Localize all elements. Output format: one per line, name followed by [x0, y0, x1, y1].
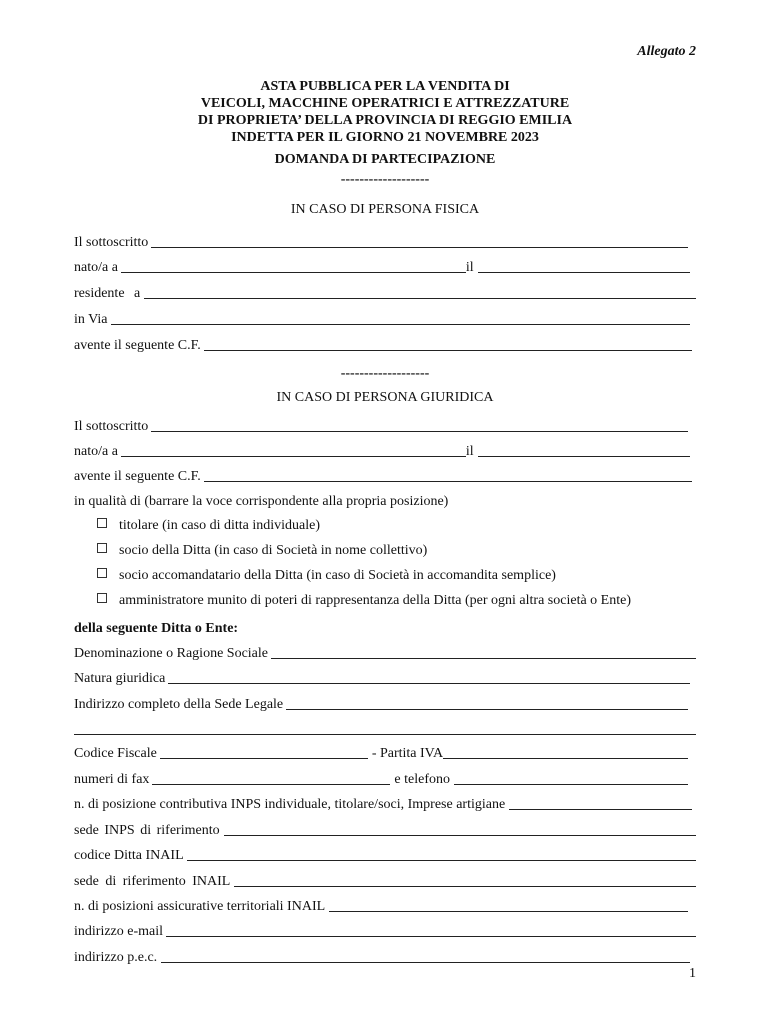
- qualita-instruction: in qualità di (barrare la voce corrispondente alla propria posizione): [74, 494, 449, 509]
- pf-cf-row: [74, 335, 692, 355]
- pf-cf-field[interactable]: [204, 336, 692, 351]
- field-label: in Via: [74, 312, 108, 327]
- pf-luogo-nascita-field[interactable]: [121, 258, 466, 273]
- field-label: Il sottoscritto: [74, 419, 149, 434]
- field-label: avente il seguente C.F.: [74, 338, 201, 353]
- inps-sede-field[interactable]: [224, 821, 696, 836]
- partita-iva-field[interactable]: [443, 744, 688, 759]
- field-label: e telefono: [394, 772, 451, 787]
- field-label: Il sottoscritto: [74, 235, 149, 250]
- pg-cf-row: [74, 466, 692, 486]
- pg-sottoscritto-row: [74, 416, 688, 436]
- inail-sede-row: [74, 871, 696, 891]
- field-label: codice Ditta INAIL: [74, 848, 184, 863]
- pf-nascita-row: [74, 257, 690, 277]
- ditta-heading: della seguente Ditta o Ente:: [74, 621, 239, 636]
- option-label: titolare (in caso di ditta individuale): [119, 518, 320, 533]
- field-label: Indirizzo completo della Sede Legale: [74, 697, 284, 712]
- field-label: sede di riferimento INAIL: [74, 874, 231, 889]
- telefono-field[interactable]: [454, 770, 688, 785]
- title-line: VEICOLI, MACCHINE OPERATRICI E ATTREZZATURE: [200, 96, 570, 111]
- option-amministratore[interactable]: [97, 592, 631, 610]
- field-label: il: [465, 444, 474, 459]
- field-label: n. di posizioni assicurative territoriali INAIL: [74, 899, 326, 914]
- inps-posizione-row: [74, 794, 692, 814]
- field-label: Natura giuridica: [74, 671, 166, 686]
- codice-fiscale-field[interactable]: [160, 744, 368, 759]
- inail-codice-row: [74, 845, 696, 865]
- field-label: nato/a a: [74, 444, 118, 459]
- pf-via-row: [74, 309, 690, 329]
- pf-sottoscritto-row: [74, 232, 688, 252]
- pf-residenza-row: [74, 283, 696, 303]
- field-label: indirizzo e-mail: [74, 924, 164, 939]
- pg-sottoscritto-field[interactable]: [151, 417, 688, 432]
- checkbox-icon[interactable]: [97, 568, 107, 578]
- page-number: 1: [689, 966, 696, 981]
- option-socio[interactable]: [97, 542, 427, 560]
- inps-posizione-field[interactable]: [509, 795, 692, 810]
- field-label: indirizzo p.e.c.: [74, 950, 158, 965]
- email-row: [74, 921, 696, 941]
- checkbox-icon[interactable]: [97, 593, 107, 603]
- field-label: sede INPS di riferimento: [74, 823, 220, 838]
- title-line: INDETTA PER IL GIORNO 21 NOVEMBRE 2023: [231, 130, 539, 145]
- annex-label: Allegato 2: [637, 44, 696, 59]
- title-line: DI PROPRIETA’ DELLA PROVINCIA DI REGGIO EMILIA: [197, 113, 573, 128]
- option-titolare[interactable]: [97, 517, 320, 535]
- pf-residenza-field[interactable]: [144, 284, 696, 299]
- pf-sottoscritto-field[interactable]: [151, 233, 688, 248]
- pg-cf-field[interactable]: [204, 467, 692, 482]
- inail-sede-field[interactable]: [234, 872, 696, 887]
- fax-field[interactable]: [152, 770, 390, 785]
- title-line: ASTA PUBBLICA PER LA VENDITA DI: [260, 79, 510, 94]
- section-heading-persona-giuridica: IN CASO DI PERSONA GIURIDICA: [276, 390, 494, 405]
- field-label: - Partita IVA: [371, 746, 444, 761]
- field-label: residente a: [74, 286, 141, 301]
- pec-field[interactable]: [161, 948, 690, 963]
- pg-luogo-nascita-field[interactable]: [121, 442, 466, 457]
- field-label: il: [465, 260, 474, 275]
- pf-data-nascita-field[interactable]: [478, 258, 690, 273]
- document-title: [0, 78, 770, 146]
- field-label: n. di posizione contributiva INPS individuale, titolare/soci, Imprese artigiane: [74, 797, 506, 812]
- pec-row: [74, 947, 690, 967]
- pg-nascita-row: [74, 441, 690, 461]
- inail-posizioni-row: [74, 896, 688, 916]
- form-title: DOMANDA DI PARTECIPAZIONE: [274, 152, 496, 167]
- separator: -------------------: [340, 172, 430, 187]
- field-label: Denominazione o Ragione Sociale: [74, 646, 268, 661]
- denominazione-field[interactable]: [271, 644, 696, 659]
- ditta-heading-row: [74, 618, 696, 638]
- indirizzo-continuation-field[interactable]: [74, 734, 696, 735]
- checkbox-icon[interactable]: [97, 518, 107, 528]
- indirizzo-field[interactable]: [286, 695, 688, 710]
- separator: -------------------: [340, 366, 430, 381]
- inps-sede-row: [74, 820, 696, 840]
- option-label: socio accomandatario della Ditta (in caso di Società in accomandita semplice): [119, 568, 556, 583]
- email-field[interactable]: [166, 922, 696, 937]
- natura-field[interactable]: [168, 669, 690, 684]
- pg-data-nascita-field[interactable]: [478, 442, 690, 457]
- natura-row: [74, 668, 690, 688]
- option-socio-accomandatario[interactable]: [97, 567, 556, 585]
- field-label: Codice Fiscale: [74, 746, 157, 761]
- option-label: amministratore munito di poteri di rappresentanza della Ditta (per ogni altra società o Ente): [119, 593, 631, 608]
- field-label: numeri di fax: [74, 772, 150, 787]
- indirizzo-row: [74, 694, 688, 714]
- qualita-row: [74, 491, 696, 511]
- inail-codice-field[interactable]: [187, 846, 696, 861]
- fax-telefono-row: [74, 769, 688, 789]
- field-label: nato/a a: [74, 260, 118, 275]
- section-heading-persona-fisica: IN CASO DI PERSONA FISICA: [290, 202, 480, 217]
- inail-posizioni-field[interactable]: [329, 897, 688, 912]
- pf-via-field[interactable]: [111, 310, 690, 325]
- checkbox-icon[interactable]: [97, 543, 107, 553]
- option-label: socio della Ditta (in caso di Società in nome collettivo): [119, 543, 428, 558]
- field-label: avente il seguente C.F.: [74, 469, 201, 484]
- denominazione-row: [74, 643, 696, 663]
- cf-piva-row: [74, 743, 688, 763]
